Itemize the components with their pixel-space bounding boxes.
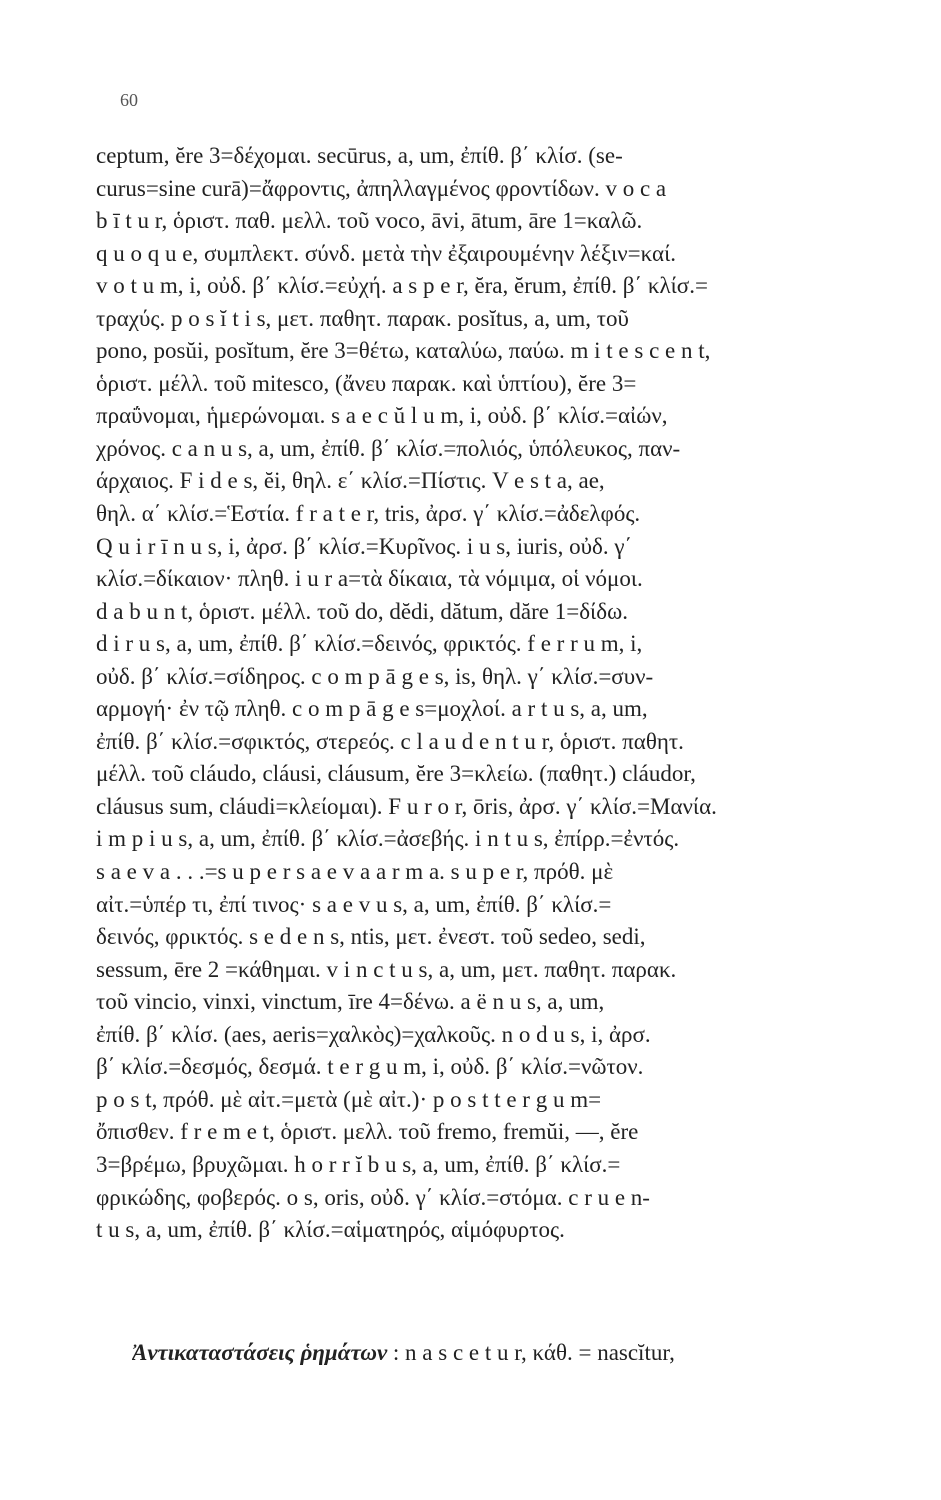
text-line: πραΰνομαι, ἡμερώνομαι. s a e c ŭ l u m, i, οὐδ. β΄ κλίσ.=αἰών, [96, 403, 668, 429]
text-line: ceptum, ĕre 3=δέχομαι. secūrus, a, um, ἐπίθ. β΄ κλίσ. (se- [96, 143, 623, 168]
text-line: q u o q u e, συμπλεκτ. σύνδ. μετὰ τὴν ἐξαιρουμένην λέξιν=καί. [96, 240, 677, 266]
text-line: cláusus sum, cláudi=κλείομαι). F u r o r, ōris, ἀρσ. γ΄ κλίσ.=Μανία. [96, 793, 717, 819]
text-line: ὄπισθεν. f r e m e t, ὁριστ. μελλ. τοῦ fremo, fremŭi, —, ĕre [96, 1119, 639, 1145]
text-line: ἐπίθ. β΄ κλίσ.=σφικτός, στερεός. c l a u d e n t u r, ὁριστ. παθητ. [96, 728, 684, 754]
text-line: s a e v a . . .=s u p e r s a e v a a r m a. s u p e r, πρόθ. μὲ [96, 859, 614, 885]
footer-title: Ἀντικαταστάσεις ῥημάτων [132, 1340, 388, 1365]
footer-text: : n a s c e t u r, κάθ. = nascĭtur, [387, 1340, 675, 1365]
text-line: Q u i r ī n u s, i, ἀρσ. β΄ κλίσ.=Κυρῖνος. i u s, iuris, οὐδ. γ΄ [96, 533, 633, 559]
text-line: αρμογή· ἐν τῷ πληθ. c o m p ā g e s=μοχλοί. a r t u s, a, um, [96, 696, 648, 722]
text-line: t u s, a, um, ἐπίθ. β΄ κλίσ.=αἱματηρός, αἱμόφυρτος. [96, 1217, 565, 1243]
text-line: curus=sine curā)=ἄφροντις, ἀπηλλαγμένος φροντίδων. v o c a [96, 175, 667, 201]
text-line: τραχύς. p o s ĭ t i s, μετ. παθητ. παρακ. posĭtus, a, um, τοῦ [96, 305, 629, 331]
text-line: sessum, ēre 2 =κάθημαι. v i n c t u s, a, um, μετ. παθητ. παρακ. [96, 956, 677, 982]
footer-line [132, 1340, 912, 1366]
text-line: φρικώδης, φοβερός. o s, oris, οὐδ. γ΄ κλίσ.=στόμα. c r u e n- [96, 1184, 650, 1210]
text-line: δεινός, φρικτός. s e d e n s, ntis, μετ. ἐνεστ. τοῦ sedeo, sedi, [96, 924, 646, 950]
text-line: αἰτ.=ὑπέρ τι, ἐπί τινος· s a e v u s, a, um, ἐπίθ. β΄ κλίσ.= [96, 891, 612, 917]
page-number: 60 [120, 90, 138, 110]
text-line: ἐπίθ. β΄ κλίσ. (aes, aeris=χαλκὸς)=χαλκοῦς. n o d u s, i, ἀρσ. [96, 1021, 651, 1047]
text-line: p o s t, πρόθ. μὲ αἰτ.=μετὰ (μὲ αἰτ.)· p o s t t e r g u m= [96, 1086, 602, 1112]
text-line: d i r u s, a, um, ἐπίθ. β΄ κλίσ.=δεινός, φρικτός. f e r r u m, i, [96, 631, 643, 657]
text-line: pono, posŭi, posĭtum, ĕre 3=θέτω, καταλύω, παύω. m i t e s c e n t, [96, 338, 711, 364]
text-line: β΄ κλίσ.=δεσμός, δεσμά. t e r g u m, i, οὐδ. β΄ κλίσ.=νῶτον. [96, 1054, 644, 1080]
text-line: i m p i u s, a, um, ἐπίθ. β΄ κλίσ.=ἀσεβής. i n t u s, ἐπίρρ.=ἐντός. [96, 826, 680, 852]
text-line: οὐδ. β΄ κλίσ.=σίδηρος. c o m p ā g e s, is, θηλ. γ΄ κλίσ.=συν- [96, 663, 654, 689]
text-line: θηλ. α΄ κλίσ.=Ἑστία. f r a t e r, tris, ἀρσ. γ΄ κλίσ.=ἀδελφός. [96, 501, 641, 527]
text-line: χρόνος. c a n u s, a, um, ἐπίθ. β΄ κλίσ.=πολιός, ὑπόλευκος, παν- [96, 435, 681, 461]
text-line: v o t u m, i, οὐδ. β΄ κλίσ.=εὐχή. a s p e r, ĕra, ĕrum, ἐπίθ. β΄ κλίσ.= [96, 273, 708, 299]
text-line: ὁριστ. μέλλ. τοῦ mitesco, (ἄνευ παρακ. καὶ ὑπτίου), ĕre 3= [96, 370, 637, 396]
text-line: 3=βρέμω, βρυχῶμαι. h o r r ĭ b u s, a, um, ἐπίθ. β΄ κλίσ.= [96, 1151, 621, 1177]
text-block [96, 140, 916, 1247]
text-line: d a b u n t, ὁριστ. μέλλ. τοῦ do, dĕdi, dătum, dăre 1=δίδω. [96, 598, 628, 624]
text-line: άρχαιος. F i d e s, ĕi, θηλ. ε΄ κλίσ.=Πίστις. V e s t a, ae, [96, 468, 605, 494]
text-line: τοῦ vincio, vinxi, vinctum, īre 4=δένω. a ë n u s, a, um, [96, 989, 605, 1015]
text-line: μέλλ. τοῦ cláudo, cláusi, cláusum, ĕre 3=κλείω. (παθητ.) cláudor, [96, 761, 696, 787]
text-line: b ī t u r, ὁριστ. παθ. μελλ. τοῦ voco, āvi, ātum, āre 1=καλῶ. [96, 208, 643, 234]
text-line: κλίσ.=δίκαιον· πληθ. i u r a=τὰ δίκαια, τὰ νόμιμα, οἱ νόμοι. [96, 566, 643, 592]
